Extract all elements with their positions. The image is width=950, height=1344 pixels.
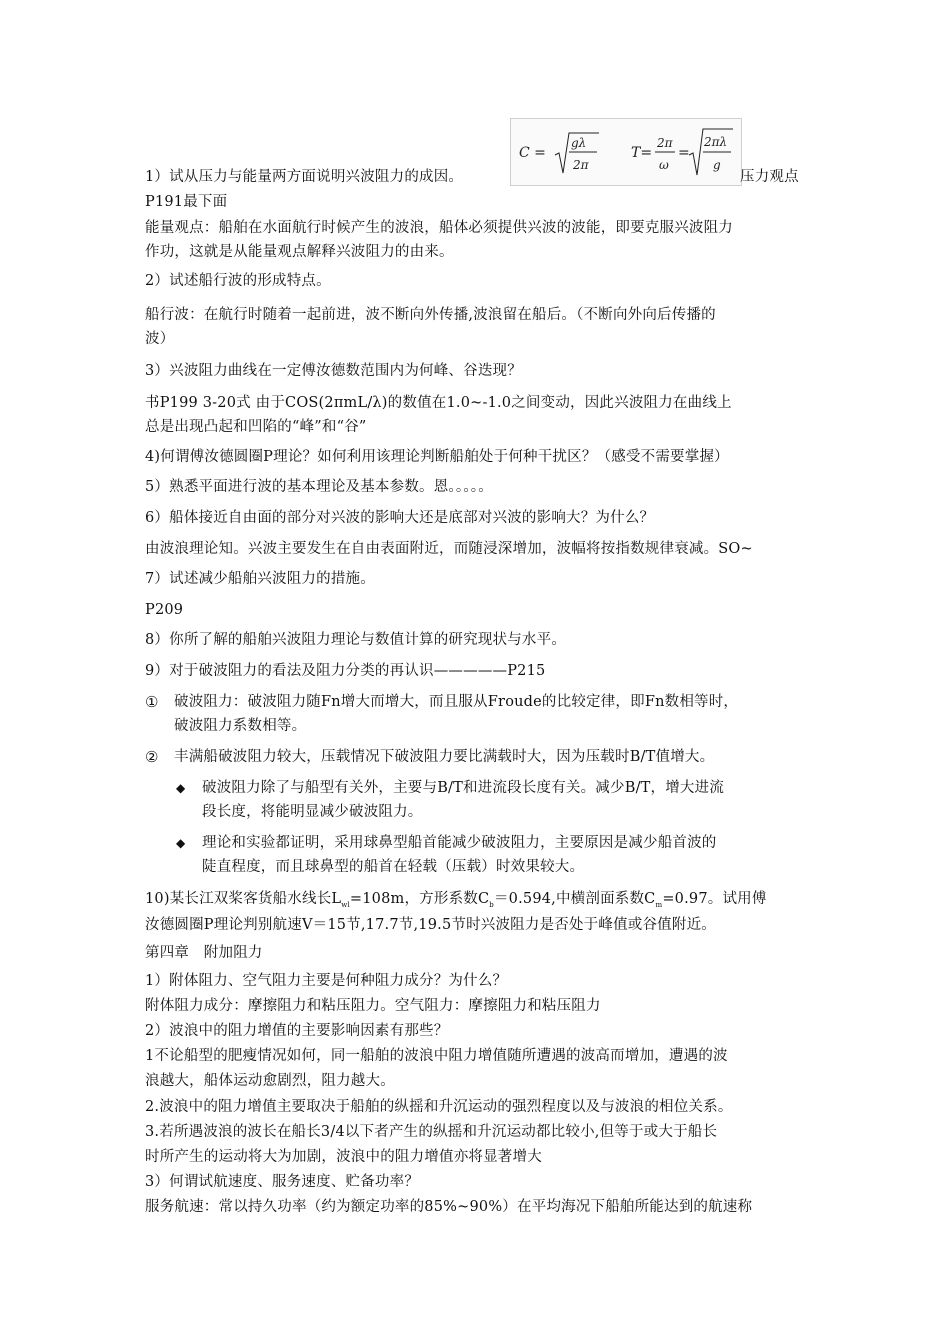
answer-3-line-1: 书P199 3-20式 由于COS(2πmL/λ)的数值在1.0~-1.0之间变动，因此兴波阻力在曲线上: [145, 395, 732, 411]
question-7: 7）试述减少船舶兴波阻力的措施。: [145, 571, 375, 587]
p209-ref: P209: [145, 602, 184, 618]
answer-3-line-2: 总是出现凸起和凹陷的“峰”和“谷”: [145, 419, 367, 435]
question-2: 2）试述船行波的形成特点。: [145, 273, 331, 289]
ch4-answer-2-line-2: 浪越大，船体运动愈剧烈，阻力越大。: [145, 1073, 395, 1089]
question-1-line: [145, 168, 810, 187]
question-6: 6）船体接近自由面的部分对兴波的影响大还是底部对兴波的影响大？为什么？: [145, 510, 655, 526]
circled-2-bullet: ②: [145, 748, 159, 766]
q10-sub-b: b: [489, 901, 494, 909]
question-9: 9）对于破波阻力的看法及阻力分类的再认识—————P215: [145, 663, 546, 679]
chapter-4-heading: 第四章 附加阻力: [145, 945, 263, 961]
diamond-bullet-1-icon: ◆: [176, 781, 186, 795]
formula-c-den: 2π: [573, 158, 589, 172]
formula-t-rnum: 2πλ: [704, 135, 728, 149]
energy-view-line-2: 作功，这就是从能量观点解释兴波阻力的由来。: [145, 244, 454, 260]
question-5: 5）熟悉平面进行波的基本理论及基本参数。恩。。。。。: [145, 479, 493, 495]
ship-wave-answer-1: 船行波：在航行时随着一起前进，波不断向外传播,波浪留在船后。（不断向外向后传播的: [145, 307, 716, 323]
question-4: 4)何谓傅汝德圆圈P理论？如何利用该理论判断船舶处于何种干扰区？（感受不需要掌握）: [145, 449, 729, 465]
ch4-question-1: 1）附体阻力、空气阻力主要是何种阻力成分？为什么？: [145, 973, 508, 989]
q10-part-a: 10)某长江双桨客货船水线长L: [145, 891, 342, 907]
question-1-text: 1）试从压力与能量两方面说明兴波阻力的成因。: [145, 169, 464, 185]
formula-t-den: ω: [659, 158, 669, 172]
ship-wave-answer-2: 波）: [145, 331, 175, 347]
pressure-view-label: 压力观点: [740, 169, 799, 185]
ch4-answer-1: 附体阻力成分：摩擦阻力和粘压阻力。空气阻力：摩擦阻力和粘压阻力: [145, 998, 601, 1014]
formula-t-eq: =: [678, 145, 690, 161]
question-10-line-2: 汝德圆圈P理论判别航速V＝15节,17.7节,19.5节时兴波阻力是否处于峰值或谷值附近。: [145, 917, 716, 933]
bullet-1-line-2: 破波阻力系数相等。: [174, 718, 307, 734]
ch4-question-2: 2）波浪中的阻力增值的主要影响因素有那些？: [145, 1023, 449, 1039]
circled-1-bullet: ①: [145, 693, 159, 711]
q10-part-b: =108m，方形系数C: [349, 891, 490, 907]
question-8: 8）你所了解的船舶兴波阻力理论与数值计算的研究现状与水平。: [145, 632, 567, 648]
bullet-2-line: 丰满船破波阻力较大，压载情况下破波阻力要比满载时大，因为压载时B/T值增大。: [174, 749, 715, 765]
ch4-question-3: 3）何谓试航速度、服务速度、贮备功率？: [145, 1174, 420, 1190]
q10-part-c: ＝0.594,中横剖面系数C: [493, 891, 656, 907]
bullet-1-line-1: 破波阻力：破波阻力随Fn增大而增大，而且服从Froude的比较定律，即Fn数相等时，: [174, 694, 739, 710]
diamond-2-line-1: 理论和实验都证明，采用球鼻型船首能减少破波阻力，主要原因是减少船首波的: [202, 835, 717, 851]
q10-part-d: =0.97。试用傅: [662, 891, 767, 907]
question-10-line-1: [145, 890, 810, 915]
diamond-1-line-1: 破波阻力除了与船型有关外，主要与B/T和进流段长度有关。减少B/T，增大进流: [202, 780, 725, 796]
q10-sub-m: m: [655, 901, 663, 909]
formula-t-lhs: T=: [631, 145, 653, 161]
diamond-2-line-2: 陡直程度，而且球鼻型的船首在轻载（压载）时效果较大。: [202, 859, 585, 875]
formula-t-rden: g: [713, 158, 721, 172]
energy-view-line-1: 能量观点：船舶在水面航行时候产生的波浪，船体必须提供兴波的波能，即要克服兴波阻力: [145, 220, 733, 236]
p191-ref: P191最下面: [145, 194, 228, 210]
formula-t-num: 2π: [657, 136, 673, 150]
formula-c-lhs: C =: [519, 145, 546, 161]
answer-6: 由波浪理论知。兴波主要发生在自由表面附近，而随浸深增加，波幅将按指数规律衰减。SO~: [145, 541, 753, 557]
ch4-answer-2-line-1: 1不论船型的肥瘦情况如何，同一船舶的波浪中阻力增值随所遭遇的波高而增加，遭遇的波: [145, 1048, 728, 1064]
ch4-answer-2-line-3: 2.波浪中的阻力增值主要取决于船舶的纵摇和升沉运动的强烈程度以及与波浪的相位关系。: [145, 1099, 733, 1115]
q10-sub-wl: wl: [341, 901, 350, 909]
diamond-bullet-2-icon: ◆: [176, 836, 186, 850]
ch4-answer-3: 服务航速：常以持久功率（约为额定功率的85%~90%）在平均海况下船舶所能达到的航速称: [145, 1199, 753, 1215]
question-3: 3）兴波阻力曲线在一定傅汝德数范围内为何峰、谷迭现？: [145, 363, 522, 379]
diamond-1-line-2: 段长度，将能明显减少破波阻力。: [202, 804, 423, 820]
ch4-answer-2-line-5: 时所产生的运动将大为加剧，波浪中的阻力增值亦将显著增大: [145, 1149, 542, 1165]
ch4-answer-2-line-4: 3.若所遇波浪的波长在船长3/4以下者产生的纵摇和升沉运动都比较小,但等于或大于船长: [145, 1124, 718, 1140]
formula-c-num: gλ: [571, 136, 587, 150]
